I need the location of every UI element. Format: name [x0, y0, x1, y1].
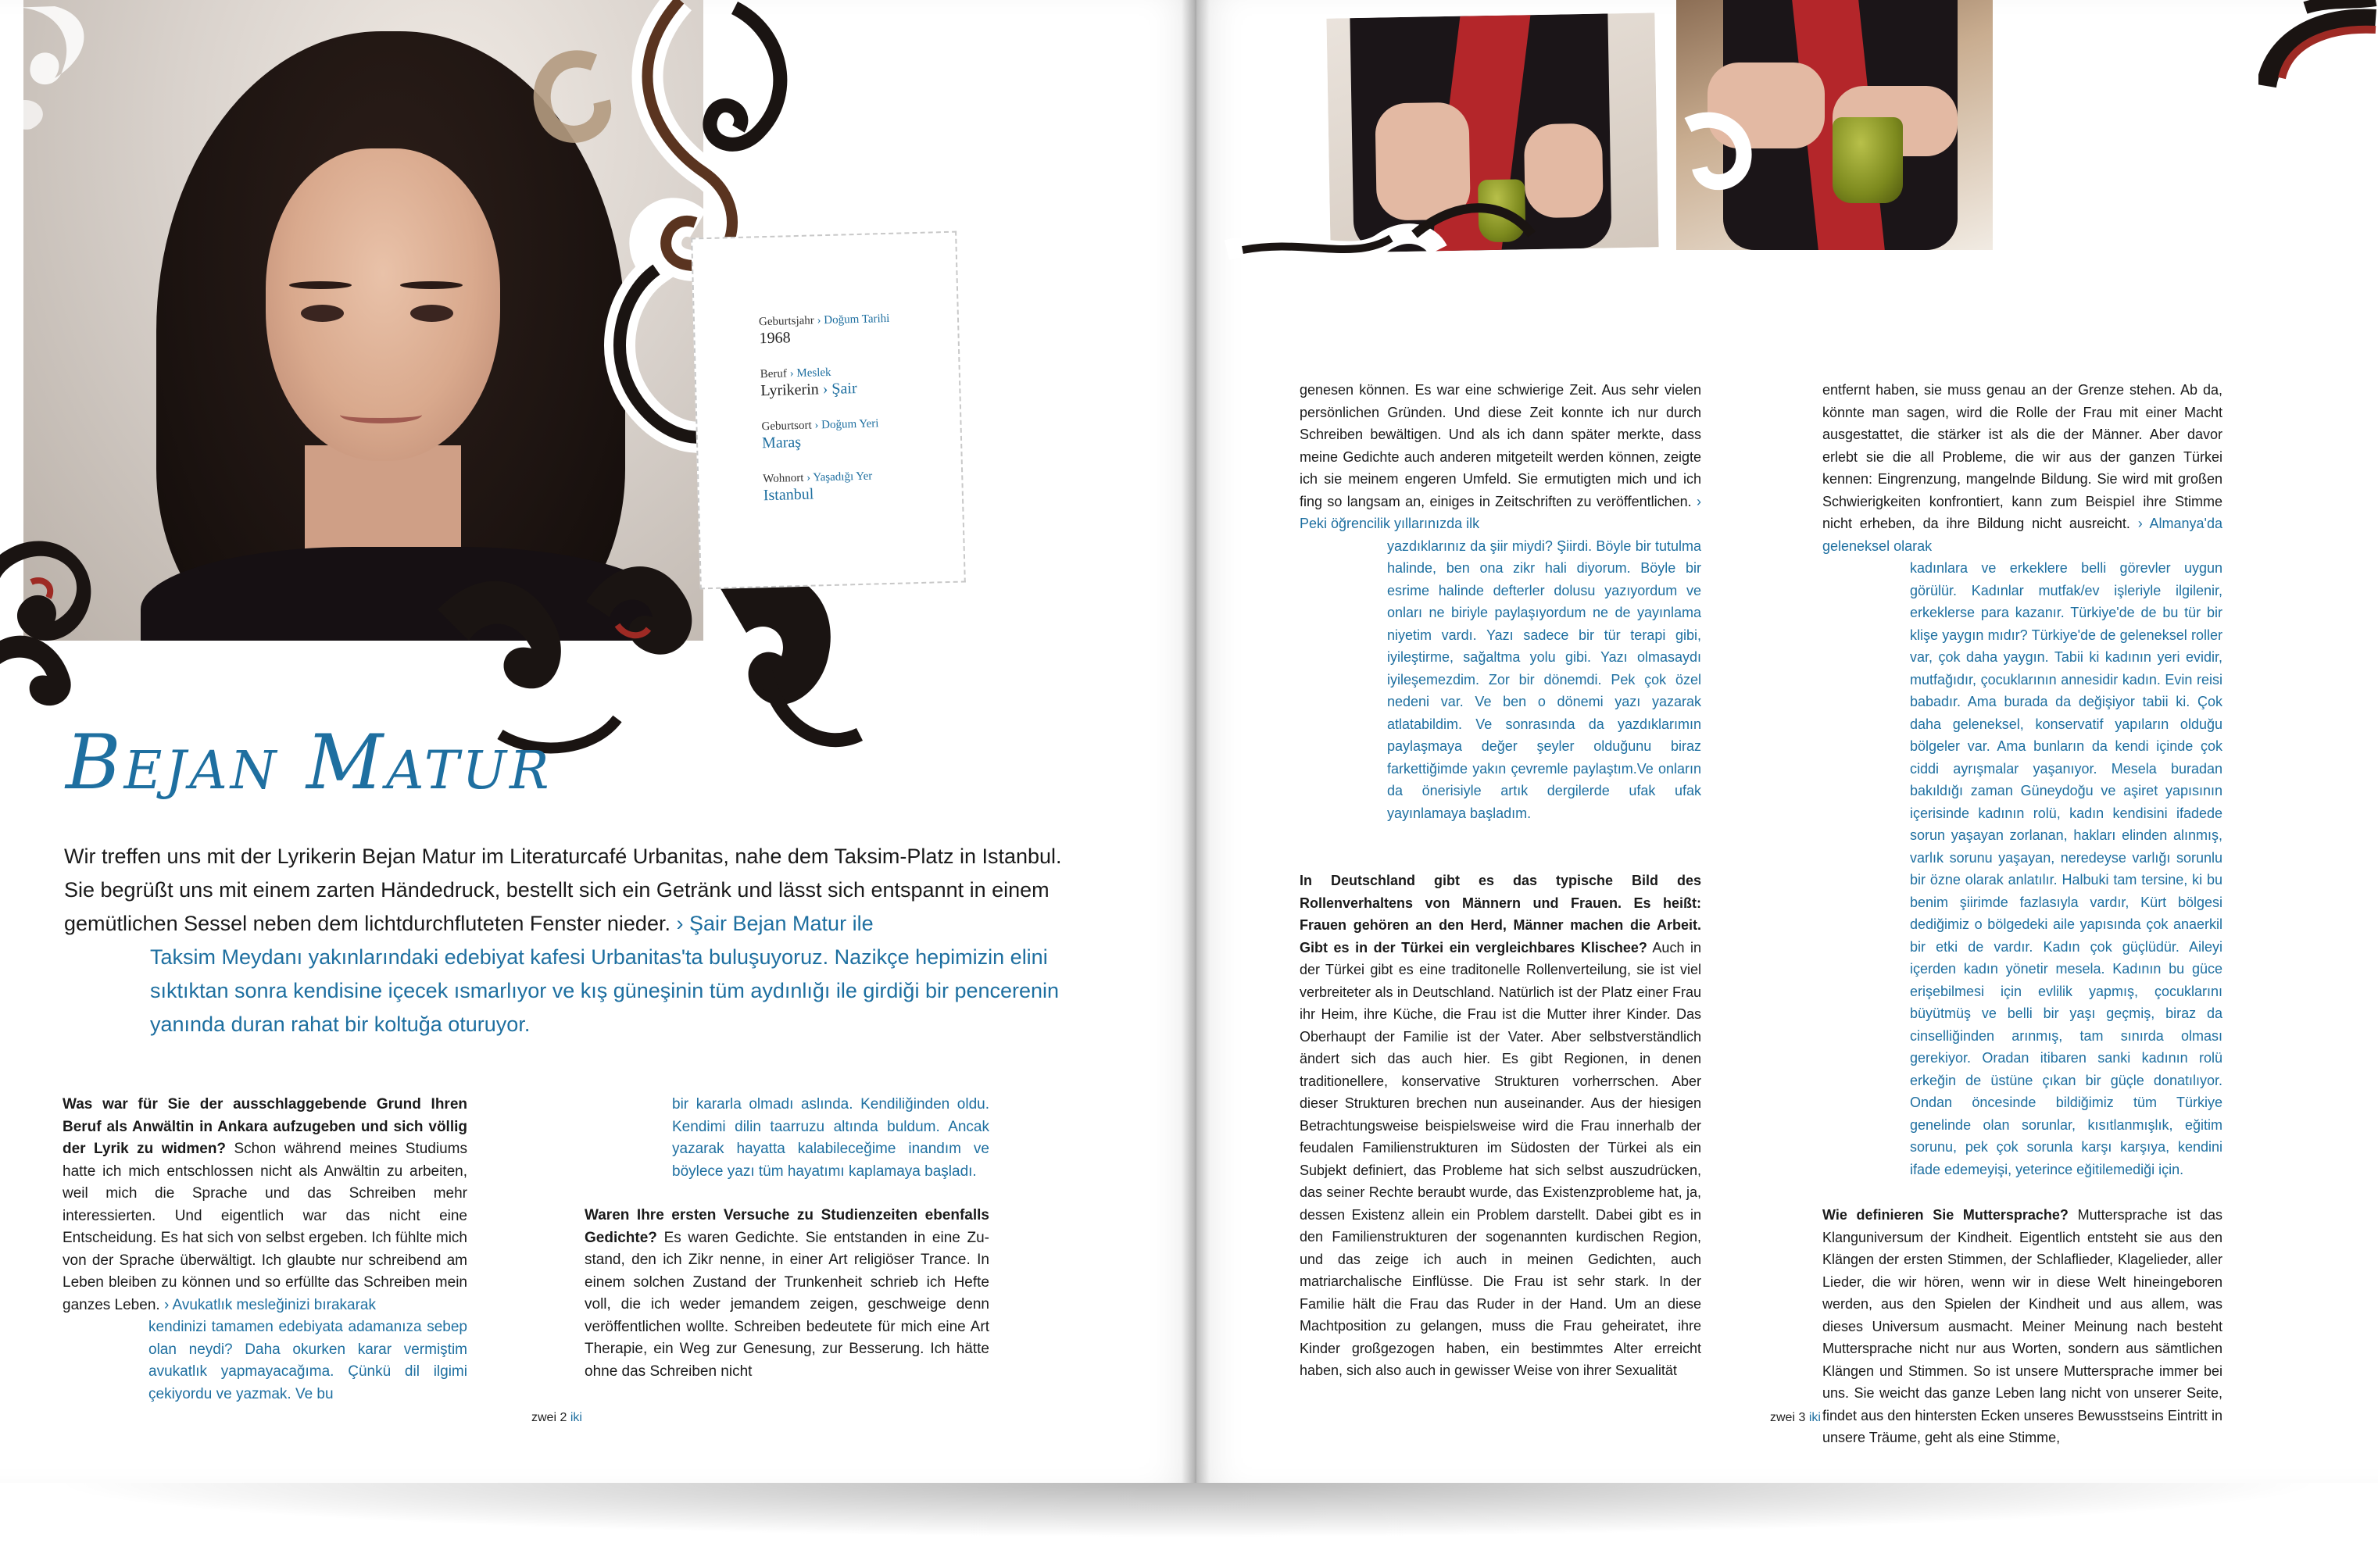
ornament-top-left — [0, 0, 125, 133]
info-row-residence: Wohnort › Yaşadığı Yer Istanbul — [763, 470, 873, 505]
info-row-birthplace: Geburtsort › Doğum Yeri Maraş — [761, 417, 879, 452]
page-number-right: zwei 3 iki — [1770, 1411, 1821, 1424]
column-3: genesen können. Es war eine schwierige Zeit. Aus sehr vielen persönlichen Gründen. Und diese Zeit konnte ich nur durch Schreiben bewältigen. Und als ich dann später merkte, dass meine Gedichte auch anderen mitgeteilt werden können, zeigte ich sie meinem engeren Umfeld. Sie ermutigten mich und ich fing so langsam an, einiges in Zeitschriften zu veröffentlichen. › Peki öğrencilik yıllarınızda ilk yazdıklarınız da şiir miydi? Şiirdi. Böyle bir tutulma halinde, ben ona zikr hali diyorum. Böyle bir esrime halinde defterler dolusu yazıyordum ve onları ne biriyle paylaşıyordum ne de yayınlama niyetim vardı. Yazı sadece bir tür terapi gibi, iyileştirme, sağaltma yolu gibi. Yazı olmasaydı iyileşemezdim. Zor bir dönemdi. Pek çok özel nedeni var. Ve ben o dönemi yazı yazarak atlatabildim. Ve sonrasında da yazdıklarımın paylaşmaya değer şeyler olduğunu biraz farkettiğimde yakın çevremle paylaştım.Ve onların da önerisiyle artık dergilerde ufak ufak yayınlamaya başladım. In Deutschland gibt es das typische Bild des Rollenverhaltens von Männern und Frauen. Es heißt: Frauen gehören an den Herd, Männer machen die Arbeit. Gibt es in der Türkei ein vergleichbares Klischee? Auch in der Türkei gibt es eine traditonelle Rollenverteilung, sie ist viel verbreiteter als in Deutschland. Natürlich ist der Platz einer Frau ihr Heim, ihre Küche, die Frau ist die Mutter ihrer Kinder. Das Oberhaupt der Familie ist der Vater. Aber selbstverständlich ändert sich das auch hier. Es gibt Regionen, in denen traditionellere, konservative Strukturen vorherrschen. Aber dieser Strukturen brechen nun auseinander. Aus der hiesigen Betrachtungsweise beispielsweise wird die Frau innerhalb der feudalen Familienstrukturen im Südosten der Türkei als ein Subjekt definiert, das Probleme hat sich selbst auszudrücken, das seiner Rechte beraubt wurde, das Existenzprobleme hat, ja, dessen Existenz allein ein Problem darstellt. Dabei gibt es in den Familienstrukturen der sogenannten kurdischen Region, und das zeige ich auch in meinen Gedichten, auch matriarchalische Einflüsse. Die Frau ist sehr stark. In der Familie hält die Frau das Ruder in der Hand. Um an diese Machtposition zu gelangen, muss die Frau geheiratet, ihre Kinder großgezogen haben, ein bestimmtes Alter erreicht haben, sich also auch in gewisser Weise von ihrer Sexualität — [1300, 382, 1701, 1378]
column-2: bir kararla olmadı aslında. Kendiliğinden oldu. Kendimi dilin taarruzu altında buldum. Ancak yazarak hayatta kalabileceğime inandım ve böylece yazı tüm hayatımı kaplamaya başladı. Waren Ihre ersten Versuche zu Studienzeiten ebenfalls Gedichte? Es waren Gedichte. Sie entstanden in eine Zu-stand, den ich Zikr nenne, in einer Art religiöser Trance. In einem solchen Zustand der Trunkenheit schrieb ich Hefte voll, die ich weder jemandem zeigen, geschweige denn veröffentlichen wollte. Schreiben bedeutete für mich eine Art Therapie, ein Weg zur Genesung, zur Besserung. Ich hätte ohne das Schreiben nicht — [585, 1096, 990, 1380]
column-1: Was war für Sie der ausschlaggebende Grund Ihren Beruf als Anwältin in Ankara aufzugeben und sich völlig der Lyrik zu widmen? Schon während meines Studiums hatte ich mich entschlossen nicht als Anwältin zu arbeiten, weil mich die Sprache und das Schreiben mehr interessierten. Und eigentlich war das nicht eine Entscheidung. Es hat sich von selbst ergeben. Ich fühlte mich von der Sprache überwältigt. Ich glaubte nur schreibend am Leben bleiben zu können und so erfüllte das Schreiben mein ganzes Leben. › Avukatlık mesleğinizi bırakarak kendinizi tamamen edebiyata adamanıza sebep olan neydi? Daha okurken karar vermiştim avukatlık yapmayacağıma. Çünkü dil ilgimi çekiyordu ve yazmak. Ve bu — [63, 1096, 467, 1402]
magazine-shadow — [47, 1483, 2329, 1538]
ornament-bottom-left — [0, 508, 141, 711]
info-row-birth-year: Geburtsjahr › Doğum Tarihi 1968 — [758, 312, 890, 348]
page-number-left: zwei 2 iki — [531, 1411, 582, 1424]
ornament-photo-strip — [1196, 0, 1954, 422]
spine-shadow — [1182, 0, 1210, 1483]
lead-paragraph: Wir treffen uns mit der Lyrikerin Bejan Matur im Literaturcafé Urbanitas, nahe dem Taksim-Platz in Istanbul. Sie begrüßt uns mit einem zarten Händedruck, bestellt sich ein Getränk und lässt sich entspannt in einem gemütlichen Sessel neben dem lichtdurchfluteten Fenster nieder. › Şair Bejan Matur ile Taksim Meydanı yakınlarındaki edebiyat kafesi Urbanitas'ta buluşuyoruz. Nazikçe hepimizin elini sıktıktan sonra kendisine içecek ısmarlıyor ve kış güneşinin tüm aydınlığı ile girdiği bir pencerenin yanında duran rahat bir koltuğa oturuyor. — [64, 845, 1062, 1036]
left-page — [0, 0, 1196, 1483]
column-4: entfernt haben, sie muss genau an der Grenze stehen. Ab da, könnte man sagen, wird die Rolle der Frau mit einer Macht ausgestattet, die stärker ist als die der Männer. Aber davor erlebt sie die all Probleme, die wir aus der ganzen Türkei kennen: Eingrenzung, mangelnde Bildung. Sie wird mit großen Schwierigkeiten konfrontiert, kann zum Beispiel ihre Stimme nicht erheben, da ihre Bildung nicht ausreicht. › Almanya'da geleneksel olarak kadınlara ve erkeklere belli görevler uygun görülür. Kadınlar mutfak/ev işleriyle ilgilenir, erkeklerse para kazanır. Türkiye'de de bu tür bir klişe yaygın mıdır? Türkiye'de de geleneksel roller var, çok daha yaygın. Tabii ki kadının yeri evidir, mutfağıdır, çocuklarının annesidir kadın. Evin reisi babadır. Ama burada da değişiyor tabii ki. Çok daha geleneksel, konservatif yapıların olduğu bölgeler var. Ama bunların da kendi içinde çok ciddi ayrışmalar yaşanıyor. Mesela buradan bakıldığı zaman Güneydoğu ve aşiret yapısının içerisinde kadının rolü, kadın kendisini ifadede sorun yaşayan zorlanan, hakları elinden alınmış, varlık sorunu yaşayan, neredeyse varlığı sorunlu bir özne olarak anlatılır. Halbuki tam tersine, ki bu benim şiirimde fazlasıyla vardır, Kürt bölgesi dediğimiz o bölgedeki aile yapısında çok anaerkil bir etki de vardır. Kadın çok güçlüdür. Aileyi içerden kadın yönetir mesela. Kadının bu güce erişebilmesi için evlilik yapmış, çocuklarını büyütmüş ve belli bir yaşı geçmiş, biraz da cinselliğinden arınmış, tam sınırda olması gerekiyor. Oradan itibaren sanki kadının rolü erkeğin de üstüne çıkan bir güçle donatılıyor. Ondan öncesinde bildiğimiz tüm Türkiye genelinde olan sorunlar, kısıtlanmışlık, eğitim sorunu, pek çok sorunla karşı karşıya, kendini ifade edemeyişi, yeterince eğitilemediği için. Wie definieren Sie Muttersprache? Muttersprache ist das Klanguniversum der Kindheit. Eigentlich entsteht sie aus den Klängen der ersten Stimmen, der Schlaflieder, Klagelieder, aller Lieder, die wir hören, wenn wir in diese Welt hineingeboren werden, aus den Spielen der Kindheit und aus allem, was dieses Universum ausmacht. Meiner Meinung nach besteht Muttersprache nicht nur aus Worten, sondern aus sämtlichen Klängen und Stimmen. So ist unsere Muttersprache immer bei uns. Sie weicht das ganze Leben lang nicht von unserer Seite, findet aus den hintersten Ecken unseres Bewusstseins Eintritt in unsere Träume, geht als eine Stimme, — [1822, 382, 2222, 1445]
right-page — [1196, 0, 2378, 1483]
info-card — [691, 231, 966, 590]
info-row-profession: Beruf › Meslek Lyrikerin › Şair — [760, 366, 857, 400]
article-title: Bejan Matur — [66, 719, 552, 806]
ornament-top-right-red — [2258, 0, 2378, 94]
